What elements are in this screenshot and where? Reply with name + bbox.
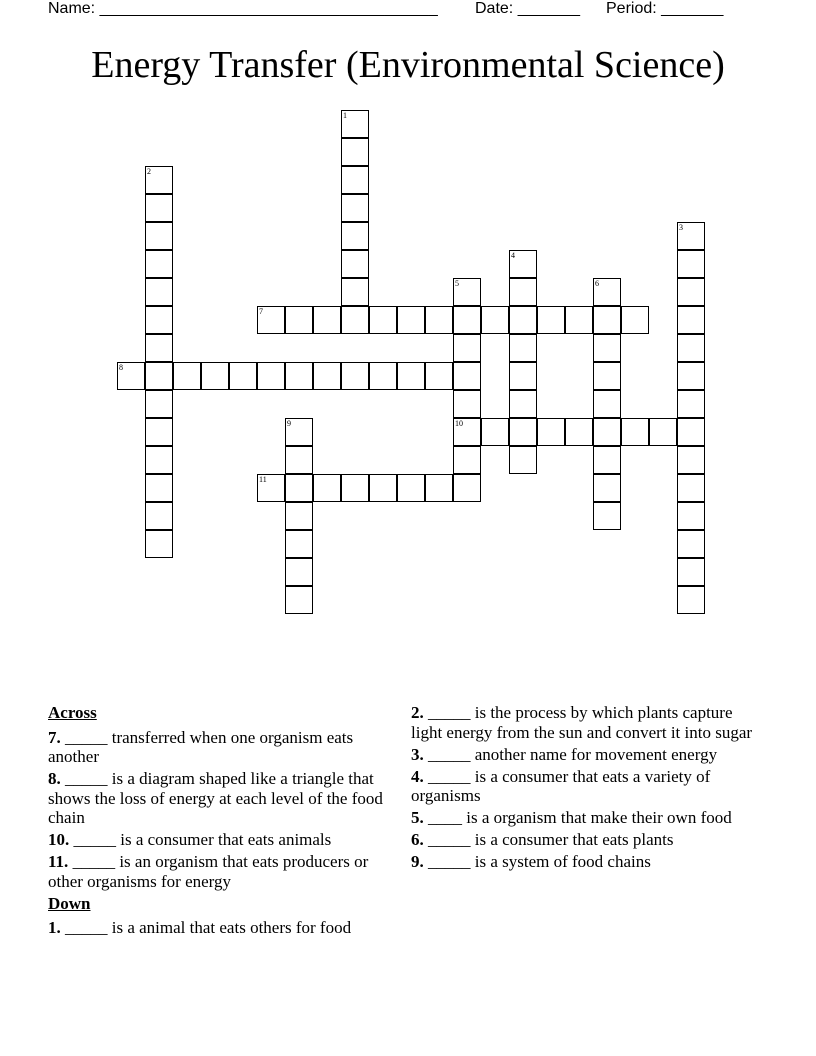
crossword-cell[interactable] (453, 474, 481, 502)
crossword-cell[interactable] (313, 474, 341, 502)
crossword-cell[interactable] (285, 558, 313, 586)
clue-text: _____ is a consumer that eats plants (428, 830, 674, 849)
cell-number: 11 (259, 475, 267, 484)
clue-number: 8. (48, 769, 61, 788)
crossword-cell[interactable] (341, 278, 369, 306)
crossword-cell[interactable] (145, 474, 173, 502)
clue-down-4 (411, 767, 756, 806)
crossword-cell[interactable] (313, 306, 341, 334)
clue-down-1 (48, 918, 393, 938)
cell-number: 4 (511, 251, 515, 260)
crossword-cell[interactable] (453, 306, 481, 334)
crossword-cell[interactable] (145, 390, 173, 418)
crossword-cell[interactable] (341, 474, 369, 502)
cell-number: 3 (679, 223, 683, 232)
crossword-cell[interactable] (481, 306, 509, 334)
crossword-cell[interactable] (257, 474, 285, 502)
across-heading: Across (48, 703, 97, 722)
crossword-cell[interactable] (509, 362, 537, 390)
clue-down-2 (411, 703, 756, 742)
crossword-cell[interactable] (453, 418, 481, 446)
crossword-cell[interactable] (565, 306, 593, 334)
crossword-cell[interactable] (369, 306, 397, 334)
clue-number: 2. (411, 703, 424, 722)
crossword-cell[interactable] (509, 334, 537, 362)
crossword-cell[interactable] (509, 418, 537, 446)
crossword-cell[interactable] (285, 530, 313, 558)
period-field-label[interactable]: Period: _______ (606, 0, 724, 17)
crossword-cell[interactable] (145, 530, 173, 558)
clue-text: _____ is a diagram shaped like a triangle that shows the loss of energy at each level of the food chain (48, 769, 383, 827)
crossword-cell[interactable] (145, 502, 173, 530)
crossword-cell[interactable] (145, 418, 173, 446)
crossword-cell[interactable] (285, 362, 313, 390)
crossword-cell[interactable] (677, 446, 705, 474)
crossword-cell[interactable] (145, 334, 173, 362)
crossword-cell[interactable] (341, 110, 369, 138)
clue-text: _____ is an organism that eats producers or other organisms for energy (48, 852, 369, 891)
clue-down-3 (411, 745, 756, 765)
clue-across-11 (48, 852, 393, 891)
clue-down-6 (411, 830, 756, 850)
crossword-cell[interactable] (341, 306, 369, 334)
cell-number: 9 (287, 419, 291, 428)
crossword-cell[interactable] (453, 362, 481, 390)
crossword-cell[interactable] (285, 586, 313, 614)
crossword-cell[interactable] (341, 250, 369, 278)
crossword-cell[interactable] (145, 166, 173, 194)
crossword-cell[interactable] (509, 390, 537, 418)
crossword-cell[interactable] (145, 306, 173, 334)
crossword-cell[interactable] (453, 446, 481, 474)
crossword-cell[interactable] (677, 250, 705, 278)
crossword-cell[interactable] (285, 502, 313, 530)
crossword-cell[interactable] (369, 474, 397, 502)
crossword-cell[interactable] (425, 362, 453, 390)
crossword-cell[interactable] (677, 558, 705, 586)
crossword-cell[interactable] (145, 222, 173, 250)
crossword-cell[interactable] (565, 418, 593, 446)
crossword-cell[interactable] (677, 474, 705, 502)
crossword-cell[interactable] (593, 502, 621, 530)
crossword-cell[interactable] (593, 418, 621, 446)
crossword-cell[interactable] (341, 166, 369, 194)
date-field-label[interactable]: Date: _______ (475, 0, 580, 17)
clue-across-8 (48, 769, 393, 828)
crossword-cell[interactable] (341, 222, 369, 250)
crossword-cell[interactable] (677, 502, 705, 530)
crossword-cell[interactable] (593, 474, 621, 502)
clue-text: _____ is a system of food chains (428, 852, 651, 871)
crossword-cell[interactable] (677, 278, 705, 306)
crossword-cell[interactable] (145, 250, 173, 278)
clue-number: 6. (411, 830, 424, 849)
crossword-cell[interactable] (285, 306, 313, 334)
crossword-cell[interactable] (145, 278, 173, 306)
crossword-cell[interactable] (257, 362, 285, 390)
crossword-cell[interactable] (453, 390, 481, 418)
crossword-cell[interactable] (397, 362, 425, 390)
crossword-cell[interactable] (677, 306, 705, 334)
crossword-cell[interactable] (677, 390, 705, 418)
clue-across-10 (48, 830, 393, 850)
crossword-cell[interactable] (677, 586, 705, 614)
cell-number: 8 (119, 363, 123, 372)
clues-column-left (48, 703, 393, 940)
crossword-cell[interactable] (145, 446, 173, 474)
crossword-cell[interactable] (677, 418, 705, 446)
clue-number: 9. (411, 852, 424, 871)
crossword-cell[interactable] (593, 362, 621, 390)
crossword-cell[interactable] (229, 362, 257, 390)
clue-text: _____ is a animal that eats others for food (65, 918, 352, 937)
crossword-cell[interactable] (341, 362, 369, 390)
clue-text: _____ another name for movement energy (428, 744, 718, 764)
clues-column-right (411, 703, 756, 874)
clue-number: 7. (48, 727, 61, 747)
crossword-cell[interactable] (341, 194, 369, 222)
clue-number: 11. (48, 852, 69, 871)
crossword-cell[interactable] (425, 474, 453, 502)
crossword-cell[interactable] (509, 278, 537, 306)
cell-number: 5 (455, 279, 459, 288)
clue-number: 10. (48, 830, 70, 849)
cell-number: 2 (147, 167, 151, 176)
clue-across-7 (48, 728, 393, 767)
clue-text: _____ transferred when one organism eats another (48, 727, 354, 766)
crossword-cell[interactable] (677, 334, 705, 362)
crossword-cell[interactable] (201, 362, 229, 390)
crossword-cell[interactable] (425, 306, 453, 334)
clue-text: _____ is a consumer that eats animals (73, 830, 332, 849)
crossword-cell[interactable] (509, 446, 537, 474)
crossword-cell[interactable] (593, 278, 621, 306)
crossword-cell[interactable] (593, 446, 621, 474)
cell-number: 7 (259, 307, 263, 316)
crossword-cell[interactable] (509, 250, 537, 278)
clue-text: _____ is a consumer that eats a variety of organisms (411, 766, 711, 805)
crossword-cell[interactable] (145, 194, 173, 222)
clue-down-5 (411, 808, 756, 828)
clue-text: _____ is the process by which plants capture light energy from the sun and convert it into sugar (411, 703, 753, 742)
crossword-cell[interactable] (397, 306, 425, 334)
crossword-cell[interactable] (537, 306, 565, 334)
clue-number: 1. (48, 918, 61, 937)
crossword-cell[interactable] (509, 306, 537, 334)
clue-down-9 (411, 852, 756, 872)
crossword-cell[interactable] (117, 362, 145, 390)
crossword-cell[interactable] (285, 418, 313, 446)
crossword-cell[interactable] (677, 530, 705, 558)
crossword-cell[interactable] (285, 446, 313, 474)
crossword-cell[interactable] (621, 418, 649, 446)
crossword-cell[interactable] (173, 362, 201, 390)
page-title: Energy Transfer (Environmental Science) (91, 44, 725, 86)
crossword-cell[interactable] (369, 362, 397, 390)
crossword-cell[interactable] (537, 418, 565, 446)
crossword-cell[interactable] (677, 222, 705, 250)
crossword-cell[interactable] (453, 334, 481, 362)
cell-number: 6 (595, 279, 599, 288)
clue-text: ____ is a organism that make their own food (428, 808, 732, 827)
crossword-cell[interactable] (593, 334, 621, 362)
name-field-label[interactable]: Name: ______________________________________ (48, 0, 438, 17)
down-heading: Down (48, 893, 91, 913)
crossword-cell[interactable] (257, 306, 285, 334)
crossword-cell[interactable] (453, 278, 481, 306)
cell-number: 1 (343, 111, 347, 120)
cell-number: 10 (455, 419, 463, 428)
crossword-cell[interactable] (145, 362, 173, 390)
crossword-cell[interactable] (621, 306, 649, 334)
crossword-cell[interactable] (481, 418, 509, 446)
clue-number: 3. (411, 744, 424, 764)
crossword-cell[interactable] (677, 362, 705, 390)
clue-number: 5. (411, 808, 424, 827)
crossword-cell[interactable] (285, 474, 313, 502)
crossword-cell[interactable] (593, 306, 621, 334)
crossword-cell[interactable] (341, 138, 369, 166)
crossword-cell[interactable] (397, 474, 425, 502)
crossword-cell[interactable] (649, 418, 677, 446)
clue-number: 4. (411, 766, 424, 786)
crossword-cell[interactable] (313, 362, 341, 390)
crossword-cell[interactable] (593, 390, 621, 418)
